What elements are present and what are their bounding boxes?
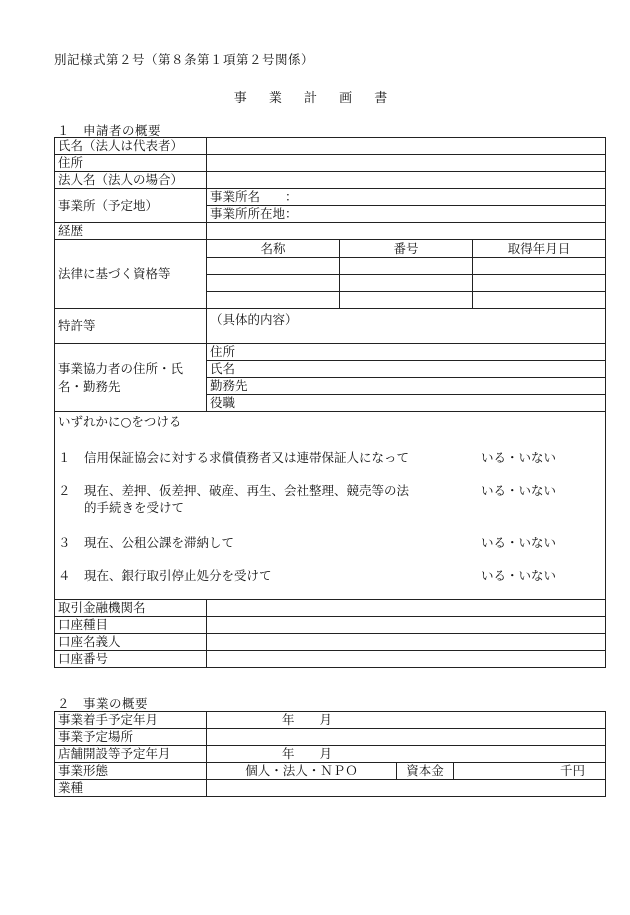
eligibility-box — [55, 412, 606, 600]
name-field[interactable] — [207, 138, 606, 155]
capital-field[interactable]: 千円 — [454, 763, 606, 780]
license-label: 法律に基づく資格等 — [55, 240, 207, 309]
partner-label-line1: 事業協力者の住所・氏 — [58, 360, 184, 376]
patent-field[interactable]: （具体的内容） — [207, 309, 606, 344]
elig-text: 現在、差押、仮差押、破産、再生、会社整理、競売等の法 — [84, 483, 410, 498]
partner-label-line2: 名・勤務先 — [58, 378, 121, 394]
account-type-field[interactable] — [207, 617, 606, 634]
license-cell[interactable] — [340, 258, 473, 275]
bank-field[interactable] — [207, 600, 606, 617]
partner-label — [55, 344, 207, 412]
elig-text: 現在、銀行取引停止処分を受けて — [84, 568, 272, 583]
elig-choice[interactable]: いる・いない — [481, 450, 557, 465]
partner-name-field[interactable]: 氏名 — [207, 361, 606, 378]
applicant-table — [54, 137, 606, 668]
license-cell[interactable] — [207, 258, 340, 275]
license-cell[interactable] — [473, 258, 606, 275]
address-label: 住所 — [55, 155, 207, 172]
business-table — [54, 711, 606, 797]
history-label: 経歴 — [55, 223, 207, 240]
corp-name-field[interactable] — [207, 172, 606, 189]
section-2-heading: ２ 事業の概要 — [57, 696, 149, 711]
start-date-label: 事業着手予定年月 — [55, 712, 207, 729]
office-name-field[interactable]: 事業所名 ： — [207, 189, 606, 206]
elig-num: ３ — [58, 535, 71, 550]
industry-field[interactable] — [207, 780, 606, 797]
elig-text: 信用保証協会に対する求償債務者又は連帯保証人になって — [84, 450, 410, 465]
license-cell[interactable] — [207, 275, 340, 292]
account-number-label: 口座番号 — [55, 651, 207, 668]
business-form-label: 事業形態 — [55, 763, 207, 780]
open-date-label: 店舗開設等予定年月 — [55, 746, 207, 763]
office-label: 事業所（予定地） — [55, 189, 207, 223]
elig-text-cont: 的手続きを受けて — [84, 500, 185, 515]
start-date-field[interactable]: 年 月 — [207, 712, 606, 729]
account-holder-field[interactable] — [207, 634, 606, 651]
business-form-choice[interactable]: 個人・法人・ＮＰＯ — [207, 763, 397, 780]
license-col-number: 番号 — [340, 240, 473, 258]
elig-choice[interactable]: いる・いない — [481, 483, 557, 498]
elig-text: 現在、公租公課を滞納して — [84, 535, 235, 550]
capital-label: 資本金 — [397, 763, 454, 780]
elig-choice[interactable]: いる・いない — [481, 568, 557, 583]
open-date-field[interactable]: 年 月 — [207, 746, 606, 763]
bank-label: 取引金融機関名 — [55, 600, 207, 617]
document-title: 事 業 計 画 書 — [233, 91, 397, 106]
office-address-field[interactable]: 事業所所在地： — [207, 206, 606, 223]
account-holder-label: 口座名義人 — [55, 634, 207, 651]
section-1-heading: １ 申請者の概要 — [57, 123, 162, 138]
partner-employer-field[interactable]: 勤務先 — [207, 378, 606, 395]
partner-position-field[interactable]: 役職 — [207, 395, 606, 412]
elig-choice[interactable]: いる・いない — [481, 535, 557, 550]
place-label: 事業予定場所 — [55, 729, 207, 746]
license-cell[interactable] — [473, 275, 606, 292]
account-number-field[interactable] — [207, 651, 606, 668]
elig-num: １ — [58, 450, 71, 465]
license-cell[interactable] — [340, 292, 473, 309]
place-field[interactable] — [207, 729, 606, 746]
license-cell[interactable] — [473, 292, 606, 309]
elig-num: ４ — [58, 568, 71, 583]
name-label: 氏名（法人は代表者） — [55, 138, 207, 155]
license-col-date: 取得年月日 — [473, 240, 606, 258]
account-type-label: 口座種目 — [55, 617, 207, 634]
license-cell[interactable] — [340, 275, 473, 292]
history-field[interactable] — [207, 223, 606, 240]
license-cell[interactable] — [207, 292, 340, 309]
partner-address-field[interactable]: 住所 — [207, 344, 606, 361]
form-reference: 別記様式第２号（第８条第１項第２号関係） — [54, 52, 315, 67]
address-field[interactable] — [207, 155, 606, 172]
license-col-name: 名称 — [207, 240, 340, 258]
elig-num: ２ — [58, 483, 71, 498]
eligibility-intro: いずれかに○をつける — [58, 414, 182, 429]
corp-name-label: 法人名（法人の場合） — [55, 172, 207, 189]
industry-label: 業種 — [55, 780, 207, 797]
patent-label: 特許等 — [55, 309, 207, 344]
